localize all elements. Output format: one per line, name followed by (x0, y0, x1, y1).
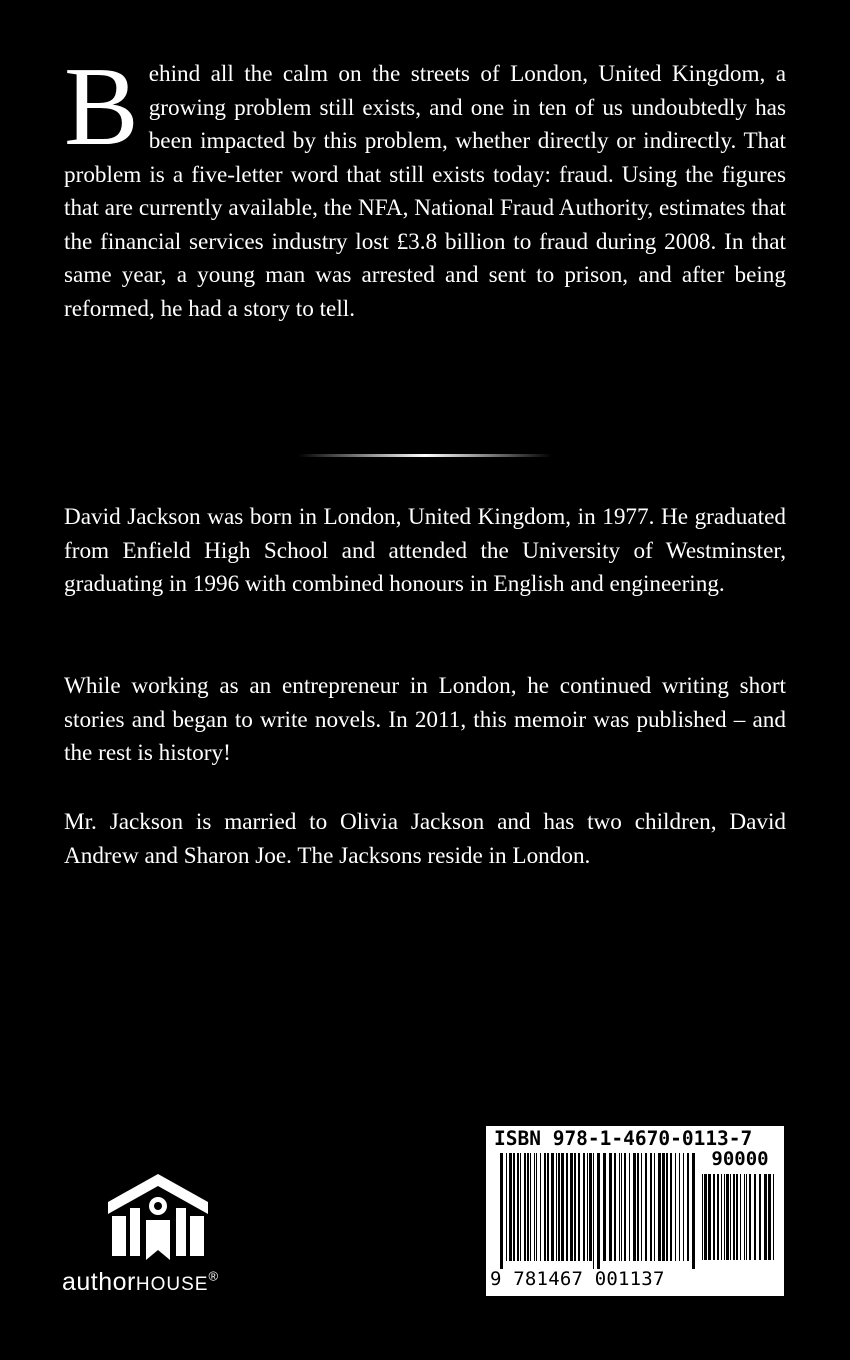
barcode-bar (721, 1174, 722, 1260)
barcode-bar (621, 1153, 622, 1261)
barcode-bar (662, 1153, 665, 1261)
bio-paragraph-2: While working as an entrepreneur in London, he continued writing short stories and began to write novels. In 2011, this memoir was published – and the rest is history! (64, 673, 786, 766)
barcode-bar (708, 1174, 711, 1260)
section-divider (298, 454, 552, 457)
barcode-bar (717, 1174, 719, 1260)
barcode-bar (679, 1153, 680, 1261)
barcode-bar (726, 1174, 729, 1260)
barcode-bar (574, 1153, 576, 1261)
addon-barcode-bars (702, 1174, 778, 1268)
barcode-bar (603, 1153, 606, 1261)
barcode-bar (570, 1153, 573, 1261)
barcode-bar (650, 1153, 652, 1261)
barcode-bar (733, 1174, 735, 1260)
ean-digits: 9 781467 001137 (490, 1268, 665, 1290)
barcode-bar (744, 1174, 745, 1260)
barcode-bar (730, 1174, 731, 1260)
isbn-label: ISBN 978-1-4670-0113-7 (494, 1127, 753, 1150)
barcode-bar (524, 1153, 526, 1261)
barcode-bar (704, 1174, 707, 1260)
barcode-bar (740, 1174, 741, 1260)
barcode-bar (589, 1153, 592, 1261)
barcode-bar (768, 1174, 771, 1260)
barcode-bar (754, 1174, 756, 1260)
barcode-bar (583, 1153, 585, 1261)
publisher-logo (62, 1168, 272, 1308)
barcode-bar (551, 1153, 554, 1261)
barcode-bar (536, 1153, 537, 1261)
barcode-bar (534, 1153, 535, 1261)
barcode-bar (702, 1174, 703, 1260)
barcode-bar (517, 1153, 519, 1261)
barcode-bar (609, 1153, 612, 1261)
ean-barcode-bars (500, 1153, 696, 1269)
barcode-bar (759, 1174, 761, 1260)
barcode-bar (629, 1153, 630, 1261)
price-addon-label: 90000 (711, 1148, 769, 1170)
barcode-bar (500, 1153, 503, 1269)
barcode-bar (544, 1153, 546, 1261)
barcode-bar (547, 1153, 549, 1261)
publisher-wordmark: authorHOUSE® (62, 1268, 219, 1296)
barcode-bar (641, 1153, 642, 1261)
barcode-bar (713, 1174, 715, 1260)
barcode-bar (624, 1153, 626, 1261)
barcode-bar (637, 1153, 639, 1261)
barcode-bar (687, 1153, 689, 1261)
barcode-bar (540, 1153, 541, 1261)
barcode-bar (619, 1153, 620, 1261)
barcode-bar (764, 1174, 767, 1260)
barcode-bar (654, 1153, 655, 1261)
barcode-bar (561, 1153, 564, 1261)
drop-cap: B (64, 45, 139, 169)
barcode-bar (506, 1153, 507, 1261)
house-icon (98, 1168, 218, 1264)
barcode-bar (645, 1153, 647, 1261)
barcode-bar (513, 1153, 515, 1261)
barcode-bar (587, 1153, 588, 1261)
bio-paragraph-3: Mr. Jackson is married to Olivia Jackson and has two children, David Andrew and Sharon Joe. The Jacksons reside in London. (64, 809, 786, 869)
barcode-bar (556, 1153, 557, 1261)
barcode-bar (578, 1153, 580, 1261)
barcode-bar (566, 1153, 568, 1261)
barcode-bar (614, 1153, 616, 1261)
barcode-bar (675, 1153, 676, 1261)
bio-paragraph-1: David Jackson was born in London, United Kingdom, in 1977. He graduated from Enfield High School and attended the University of Westminster, graduating in 1996 with combined honours in English and engineering. (64, 504, 786, 597)
barcode-bar (749, 1174, 751, 1260)
barcode-bar (558, 1153, 560, 1261)
barcode-bar (746, 1174, 747, 1260)
barcode-bar (666, 1153, 668, 1261)
barcode-bar (773, 1174, 774, 1260)
barcode-bar (736, 1174, 738, 1260)
blurb-text: ehind all the calm on the streets of London, United Kingdom, a growing problem still exists, and one in ten of us undoubtedly has been impacted by this problem, whether directly or indirectly. That problem is a five-letter word that still exists today: fraud. Using the figures that are currently available, the NFA, National Fraud Authority, estimates that the financial services industry lost £3.8 billion to fraud during 2008. In that same year, a young man was arrested and sent to prison, and after being reformed, he had a story to tell. (64, 61, 786, 322)
barcode-bar (633, 1153, 636, 1261)
isbn-barcode (486, 1126, 784, 1296)
blurb-paragraph (64, 45, 786, 326)
barcode-bar (683, 1153, 684, 1261)
barcode-bar (593, 1153, 594, 1269)
barcode-bar (724, 1174, 725, 1260)
barcode-bar (692, 1153, 695, 1269)
barcode-bar (530, 1153, 531, 1261)
barcode-bar (509, 1153, 512, 1261)
barcode-bar (658, 1153, 661, 1261)
barcode-bar (527, 1153, 529, 1261)
barcode-bar (597, 1153, 600, 1269)
barcode-bar (520, 1153, 521, 1261)
barcode-bar (670, 1153, 672, 1261)
